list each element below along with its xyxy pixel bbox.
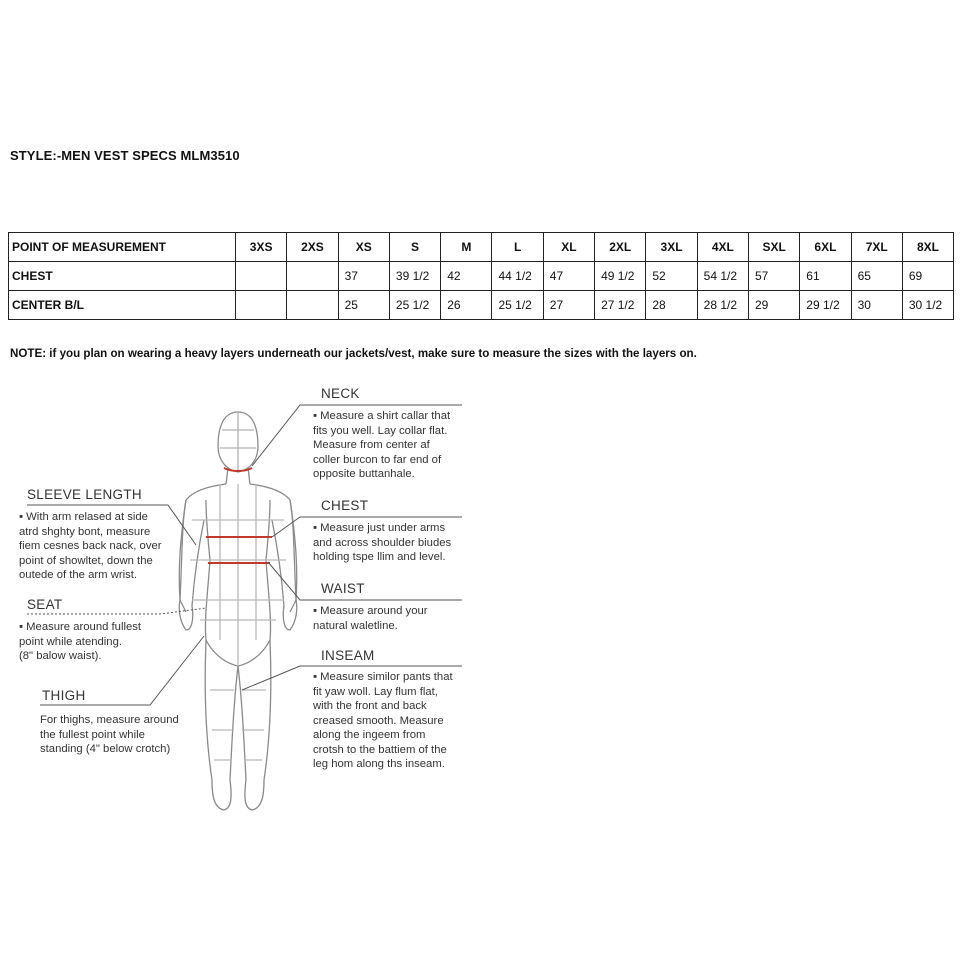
style-title: STYLE:-MEN VEST SPECS MLM3510: [10, 148, 240, 163]
layering-note: NOTE: if you plan on wearing a heavy layers underneath our jackets/vest, make sure to measure the sizes with the layers on.: [10, 347, 697, 360]
table-cell: 28 1/2: [697, 291, 748, 320]
chest-title: CHEST: [321, 498, 369, 513]
table-cell: 39 1/2: [389, 262, 440, 291]
seat-title: SEAT: [27, 597, 63, 612]
table-cell: 54 1/2: [697, 262, 748, 291]
header-size: 2XS: [287, 233, 338, 262]
sleeve-length-description: ▪ With arm relased at side atrd shghty bont, measure fiem cesnes back nack, over point of showltet, down the outede of the arm wrist.: [19, 511, 162, 581]
header-size: 3XL: [646, 233, 697, 262]
table-cell: 27 1/2: [595, 291, 646, 320]
chest-description: ▪ Measure just under arms and across shoulder biudes holding tspe llim and level.: [313, 522, 452, 563]
thigh-description: For thighs, measure around the fullest point while standing (4" below crotch): [40, 714, 179, 755]
table-cell: 49 1/2: [595, 262, 646, 291]
table-cell: 29 1/2: [800, 291, 851, 320]
neck-title: NECK: [321, 386, 360, 401]
header-size: 3XS: [236, 233, 287, 262]
table-cell: 52: [646, 262, 697, 291]
table-cell: 25: [338, 291, 389, 320]
inseam-title: INSEAM: [321, 648, 375, 663]
header-point-of-measurement: POINT OF MEASUREMENT: [9, 233, 236, 262]
neck-description: ▪ Measure a shirt callar that fits you well. Lay collar flat. Measure from center af coller burcon to far end of opposite buttanhale.: [313, 410, 451, 480]
table-cell: 30: [851, 291, 902, 320]
table-cell: 37: [338, 262, 389, 291]
header-size: 7XL: [851, 233, 902, 262]
header-size: 6XL: [800, 233, 851, 262]
table-cell: 42: [441, 262, 492, 291]
sleeve-length-title: SLEEVE LENGTH: [27, 487, 142, 502]
row-label-center-bl: CENTER B/L: [9, 291, 236, 320]
thigh-title: THIGH: [42, 688, 86, 703]
header-size: SXL: [748, 233, 799, 262]
measurement-bands: [206, 468, 272, 563]
header-size: S: [389, 233, 440, 262]
header-size: 2XL: [595, 233, 646, 262]
seat-description: ▪ Measure around fullest point while atending. (8" balow waist).: [19, 621, 142, 662]
header-size: M: [441, 233, 492, 262]
table-cell: 29: [748, 291, 799, 320]
table-cell: 25 1/2: [492, 291, 543, 320]
header-size: XL: [543, 233, 594, 262]
table-cell: 27: [543, 291, 594, 320]
table-cell: 26: [441, 291, 492, 320]
waist-title: WAIST: [321, 581, 365, 596]
table-cell: 25 1/2: [389, 291, 440, 320]
table-cell: 44 1/2: [492, 262, 543, 291]
header-size: 4XL: [697, 233, 748, 262]
header-size: 8XL: [902, 233, 953, 262]
header-size: L: [492, 233, 543, 262]
table-cell: 61: [800, 262, 851, 291]
waist-description: ▪ Measure around your natural waletline.: [313, 605, 428, 632]
table-cell: 47: [543, 262, 594, 291]
table-cell: 57: [748, 262, 799, 291]
table-cell: 65: [851, 262, 902, 291]
inseam-description: ▪ Measure similor pants that fit yaw woll. Lay flum flat, with the front and back creased smooth. Measure along the ingeem from crotsh to the battiem of the leg hom along ths inseam.: [313, 671, 453, 770]
table-cell: 69: [902, 262, 953, 291]
header-size: XS: [338, 233, 389, 262]
table-cell: 28: [646, 291, 697, 320]
table-cell: 30 1/2: [902, 291, 953, 320]
row-label-chest: CHEST: [9, 262, 236, 291]
